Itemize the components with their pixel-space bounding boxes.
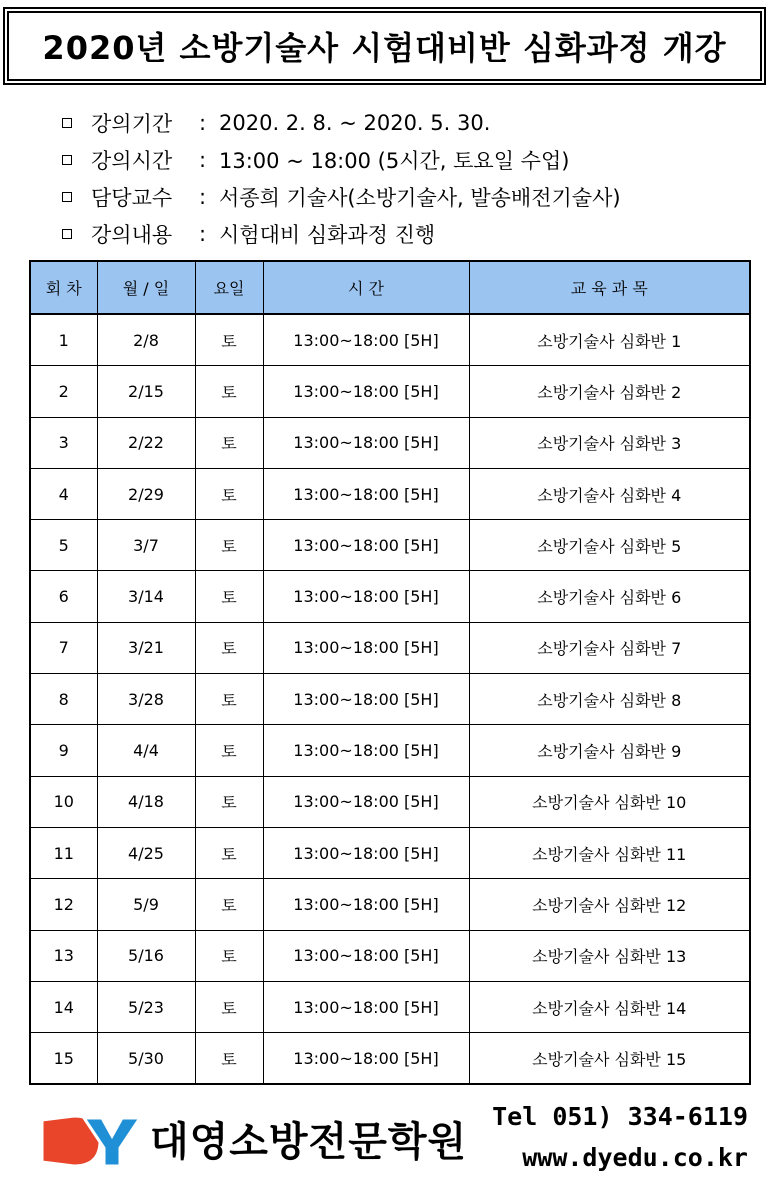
info-colon: : bbox=[199, 221, 207, 246]
table-row bbox=[30, 776, 750, 827]
cell-time: 13:00~18:00 [5H] bbox=[263, 366, 469, 417]
cell-subject: 소방기술사 심화반 13 bbox=[469, 930, 750, 981]
academy-name: 대영소방전문학원 bbox=[150, 1119, 468, 1165]
cell-subject: 소방기술사 심화반 8 bbox=[469, 674, 750, 725]
info-value: 시험대비 심화과정 진행 bbox=[219, 222, 436, 247]
header-date: 월 / 일 bbox=[97, 261, 195, 314]
cell-session: 7 bbox=[30, 622, 97, 673]
info-colon: : bbox=[199, 184, 207, 209]
schedule-table bbox=[29, 260, 751, 1085]
table-row bbox=[30, 981, 750, 1032]
cell-date: 4/18 bbox=[97, 776, 195, 827]
header-subject: 교 육 과 목 bbox=[469, 261, 750, 314]
cell-date: 2/15 bbox=[97, 366, 195, 417]
cell-time: 13:00~18:00 [5H] bbox=[263, 981, 469, 1032]
header-weekday: 요일 bbox=[195, 261, 263, 314]
table-row bbox=[30, 674, 750, 725]
cell-weekday: 토 bbox=[195, 879, 263, 930]
cell-subject: 소방기술사 심화반 1 bbox=[469, 314, 750, 366]
info-row-time bbox=[62, 141, 621, 178]
cell-time: 13:00~18:00 [5H] bbox=[263, 776, 469, 827]
info-value: 2020. 2. 8. ~ 2020. 5. 30. bbox=[219, 110, 491, 135]
cell-session: 9 bbox=[30, 725, 97, 776]
cell-date: 5/23 bbox=[97, 981, 195, 1032]
cell-date: 2/8 bbox=[97, 314, 195, 366]
cell-weekday: 토 bbox=[195, 520, 263, 571]
table-row bbox=[30, 366, 750, 417]
cell-weekday: 토 bbox=[195, 930, 263, 981]
cell-weekday: 토 bbox=[195, 827, 263, 878]
cell-session: 15 bbox=[30, 1033, 97, 1085]
cell-date: 3/28 bbox=[97, 674, 195, 725]
cell-subject: 소방기술사 심화반 6 bbox=[469, 571, 750, 622]
cell-weekday: 토 bbox=[195, 776, 263, 827]
info-row-instructor bbox=[62, 178, 621, 215]
cell-weekday: 토 bbox=[195, 981, 263, 1032]
title-box bbox=[7, 11, 762, 81]
table-row bbox=[30, 827, 750, 878]
cell-time: 13:00~18:00 [5H] bbox=[263, 827, 469, 878]
cell-date: 2/29 bbox=[97, 468, 195, 519]
info-label: 강의내용 bbox=[91, 222, 173, 247]
info-row-content bbox=[62, 215, 621, 252]
info-colon: : bbox=[199, 147, 207, 172]
cell-date: 2/22 bbox=[97, 417, 195, 468]
cell-time: 13:00~18:00 [5H] bbox=[263, 622, 469, 673]
schedule-body bbox=[30, 314, 750, 1084]
table-row bbox=[30, 417, 750, 468]
header-session: 회 차 bbox=[30, 261, 97, 314]
cell-session: 6 bbox=[30, 571, 97, 622]
cell-time: 13:00~18:00 [5H] bbox=[263, 314, 469, 366]
cell-session: 8 bbox=[30, 674, 97, 725]
table-row bbox=[30, 879, 750, 930]
table-row bbox=[30, 468, 750, 519]
cell-subject: 소방기술사 심화반 3 bbox=[469, 417, 750, 468]
cell-weekday: 토 bbox=[195, 314, 263, 366]
cell-session: 10 bbox=[30, 776, 97, 827]
cell-date: 3/14 bbox=[97, 571, 195, 622]
checkbox-bullet-icon bbox=[62, 192, 72, 202]
info-value: 13:00 ~ 18:00 (5시간, 토요일 수업) bbox=[219, 148, 570, 173]
info-label: 강의시간 bbox=[91, 148, 173, 173]
cell-time: 13:00~18:00 [5H] bbox=[263, 417, 469, 468]
cell-weekday: 토 bbox=[195, 468, 263, 519]
table-row bbox=[30, 1033, 750, 1085]
cell-session: 3 bbox=[30, 417, 97, 468]
cell-weekday: 토 bbox=[195, 622, 263, 673]
cell-date: 4/25 bbox=[97, 827, 195, 878]
cell-time: 13:00~18:00 [5H] bbox=[263, 879, 469, 930]
contact-info bbox=[492, 1102, 748, 1172]
cell-time: 13:00~18:00 [5H] bbox=[263, 930, 469, 981]
cell-time: 13:00~18:00 [5H] bbox=[263, 468, 469, 519]
cell-weekday: 토 bbox=[195, 674, 263, 725]
cell-subject: 소방기술사 심화반 14 bbox=[469, 981, 750, 1032]
cell-session: 13 bbox=[30, 930, 97, 981]
table-header-row bbox=[30, 261, 750, 314]
header-time: 시 간 bbox=[263, 261, 469, 314]
table-row bbox=[30, 930, 750, 981]
cell-subject: 소방기술사 심화반 5 bbox=[469, 520, 750, 571]
cell-weekday: 토 bbox=[195, 571, 263, 622]
cell-weekday: 토 bbox=[195, 417, 263, 468]
cell-weekday: 토 bbox=[195, 366, 263, 417]
footer bbox=[0, 1098, 776, 1187]
cell-subject: 소방기술사 심화반 11 bbox=[469, 827, 750, 878]
cell-subject: 소방기술사 심화반 10 bbox=[469, 776, 750, 827]
cell-time: 13:00~18:00 [5H] bbox=[263, 520, 469, 571]
table-row bbox=[30, 520, 750, 571]
cell-weekday: 토 bbox=[195, 1033, 263, 1085]
table-row bbox=[30, 314, 750, 366]
cell-session: 1 bbox=[30, 314, 97, 366]
cell-subject: 소방기술사 심화반 2 bbox=[469, 366, 750, 417]
cell-weekday: 토 bbox=[195, 725, 263, 776]
cell-subject: 소방기술사 심화반 7 bbox=[469, 622, 750, 673]
cell-time: 13:00~18:00 [5H] bbox=[263, 725, 469, 776]
table-row bbox=[30, 725, 750, 776]
cell-session: 14 bbox=[30, 981, 97, 1032]
cell-time: 13:00~18:00 [5H] bbox=[263, 674, 469, 725]
table-row bbox=[30, 571, 750, 622]
cell-date: 5/16 bbox=[97, 930, 195, 981]
checkbox-bullet-icon bbox=[62, 118, 72, 128]
info-label: 강의기간 bbox=[91, 111, 173, 136]
cell-subject: 소방기술사 심화반 9 bbox=[469, 725, 750, 776]
cell-time: 13:00~18:00 [5H] bbox=[263, 571, 469, 622]
cell-date: 5/30 bbox=[97, 1033, 195, 1085]
info-row-period bbox=[62, 104, 621, 141]
cell-subject: 소방기술사 심화반 15 bbox=[469, 1033, 750, 1085]
cell-date: 3/7 bbox=[97, 520, 195, 571]
cell-subject: 소방기술사 심화반 4 bbox=[469, 468, 750, 519]
cell-date: 5/9 bbox=[97, 879, 195, 930]
info-colon: : bbox=[199, 110, 207, 135]
cell-session: 5 bbox=[30, 520, 97, 571]
course-info bbox=[62, 104, 621, 252]
table-row bbox=[30, 622, 750, 673]
cell-date: 3/21 bbox=[97, 622, 195, 673]
cell-session: 4 bbox=[30, 468, 97, 519]
dy-logo-icon bbox=[38, 1110, 142, 1172]
checkbox-bullet-icon bbox=[62, 229, 72, 239]
info-label: 담당교수 bbox=[91, 185, 173, 210]
website-url: www.dyedu.co.kr bbox=[522, 1143, 748, 1172]
cell-date: 4/4 bbox=[97, 725, 195, 776]
phone-number: Tel 051) 334-6119 bbox=[492, 1102, 748, 1131]
cell-time: 13:00~18:00 [5H] bbox=[263, 1033, 469, 1085]
info-value: 서종희 기술사(소방기술사, 발송배전기술사) bbox=[219, 185, 621, 210]
cell-session: 12 bbox=[30, 879, 97, 930]
page-title: 2020년 소방기술사 시험대비반 심화과정 개강 bbox=[42, 29, 727, 67]
cell-session: 11 bbox=[30, 827, 97, 878]
cell-session: 2 bbox=[30, 366, 97, 417]
cell-subject: 소방기술사 심화반 12 bbox=[469, 879, 750, 930]
checkbox-bullet-icon bbox=[62, 155, 72, 165]
